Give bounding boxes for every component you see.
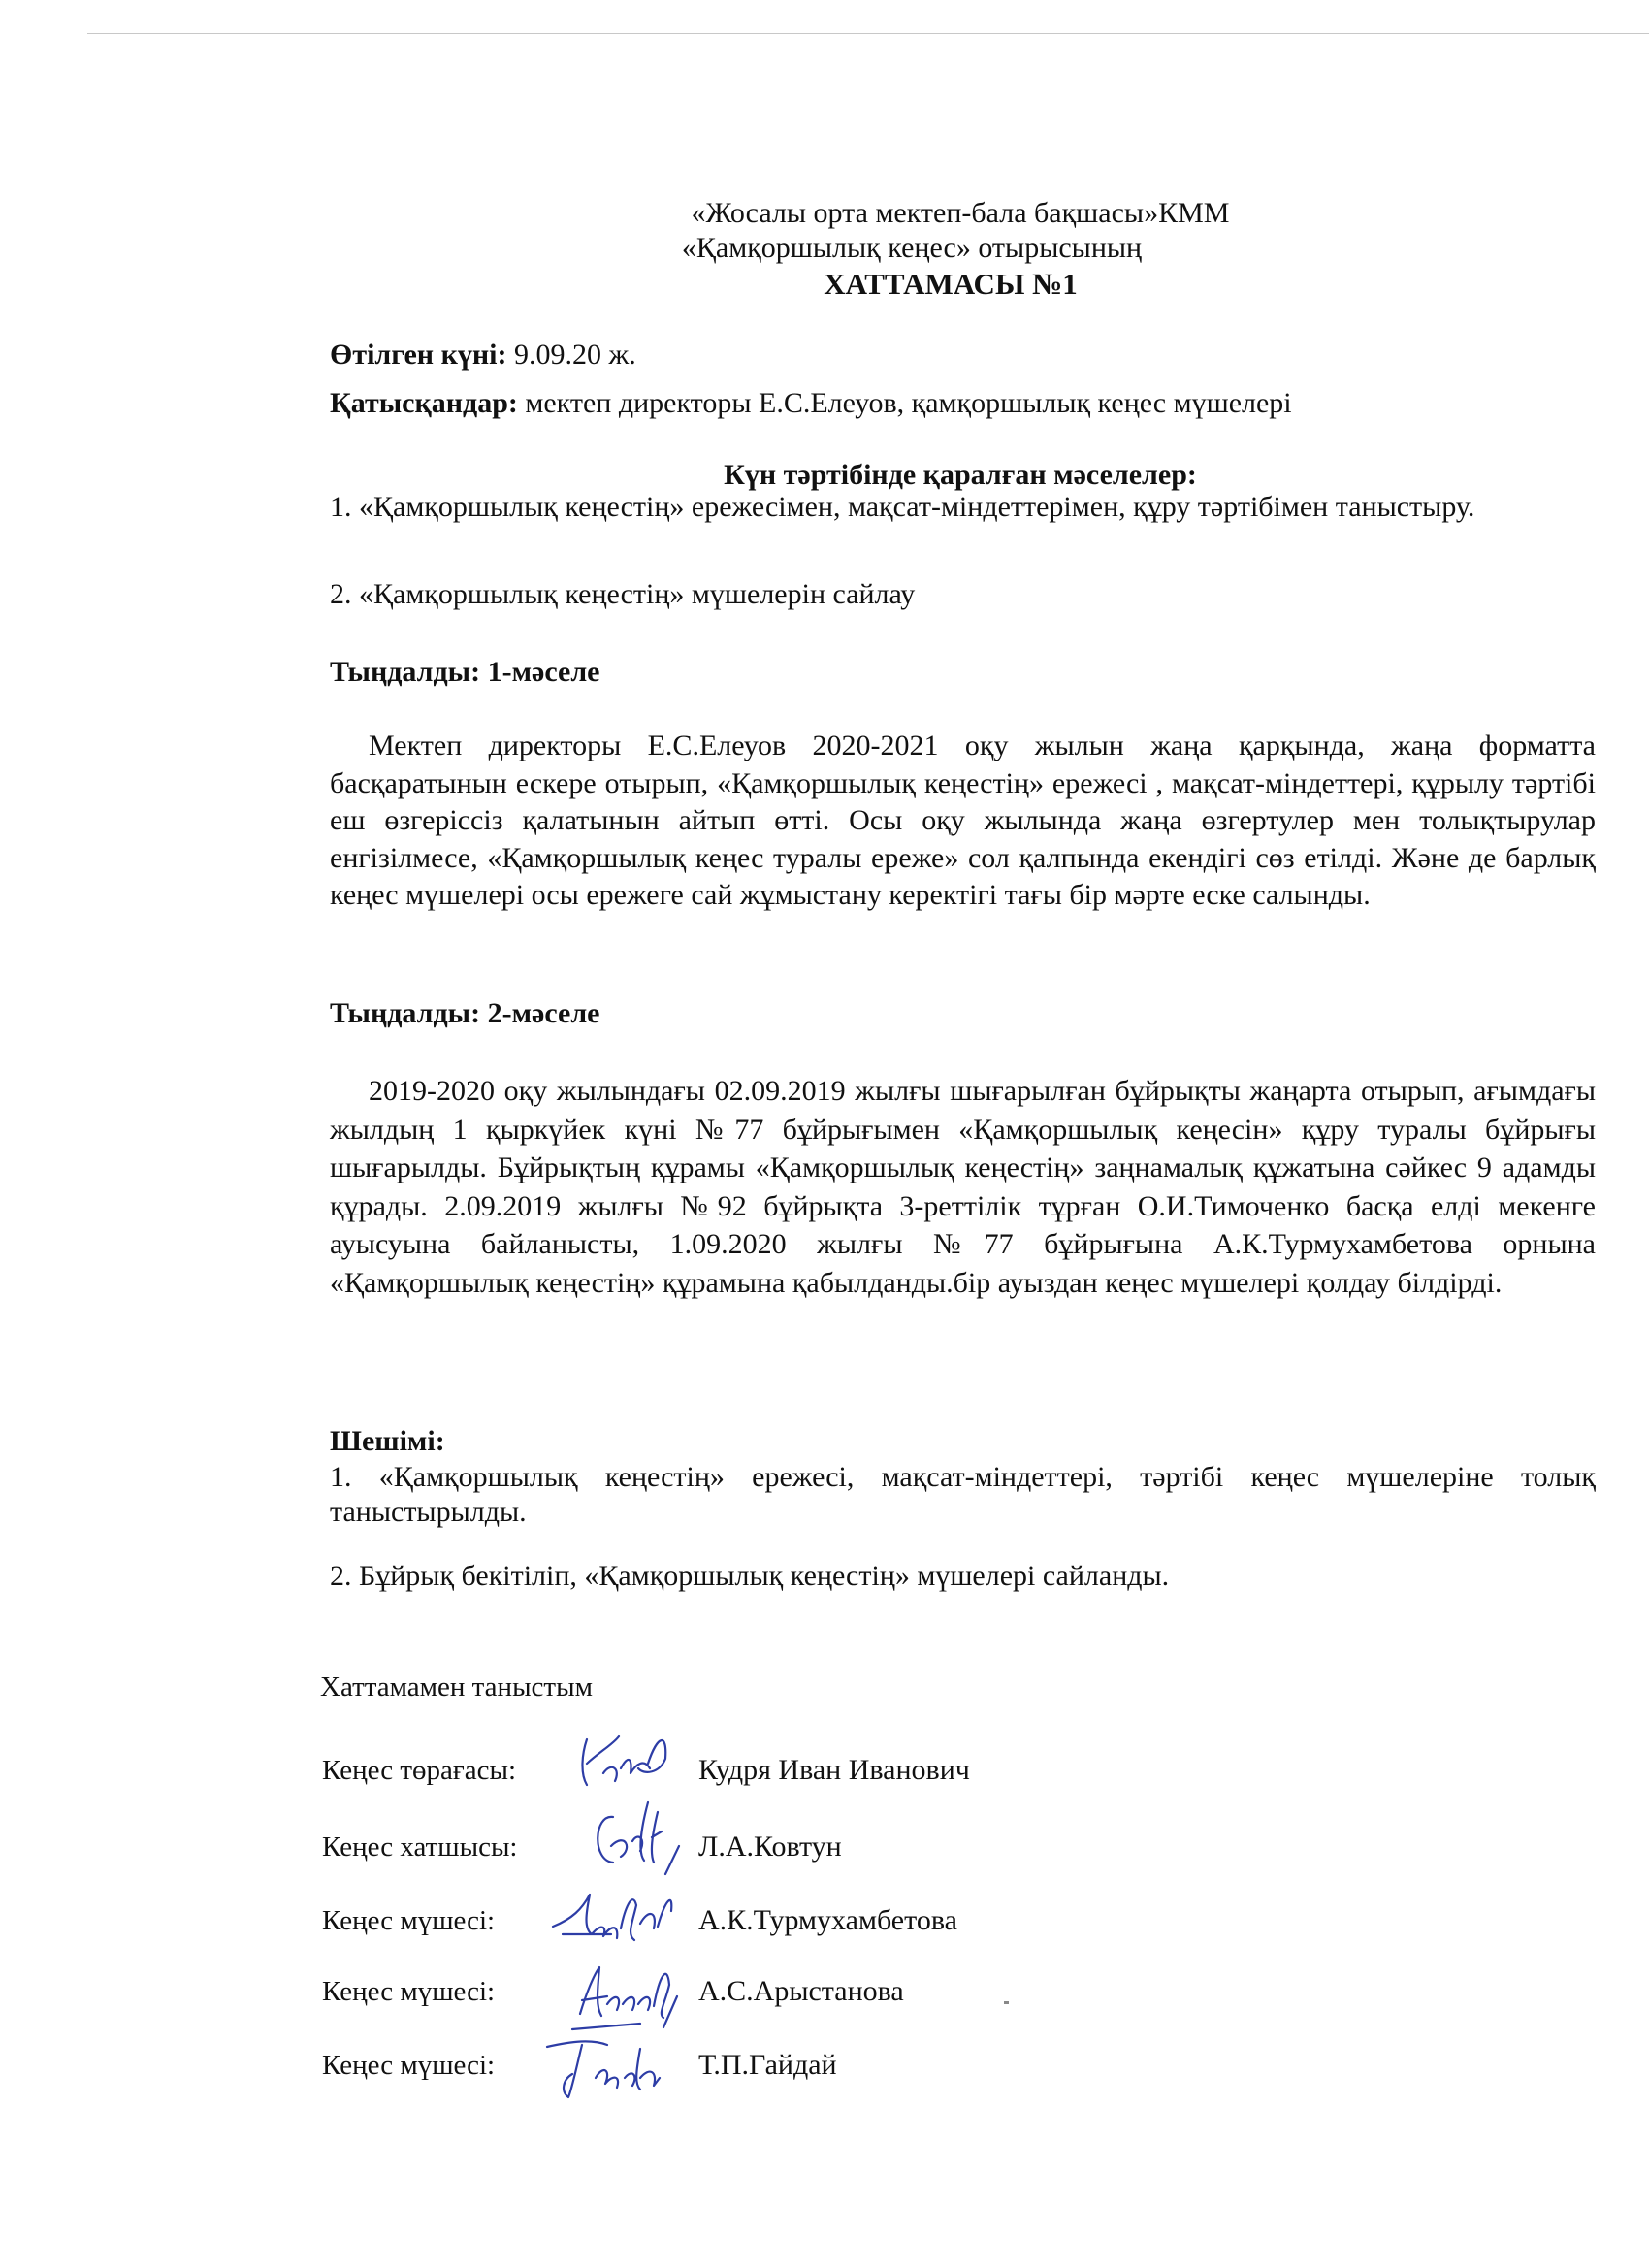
signature-image	[543, 2020, 698, 2107]
signature-name: Л.А.Ковтун	[698, 1831, 842, 1863]
issue-1-text: Мектеп директоры Е.С.Елеуов 2020-2021 оқу жылын жаңа қарқында, жаңа форматта басқаратынын ескере отырып, «Қамқоршылық кеңестің» ережесі , мақсат-міндеттері, құрылу тәртібі еш өзгеріссіз қалатынын айтып өтті. Осы оқу жылында жаңа өзгертулер мен толықтырулар енгізілмесе, «Қамқоршылық кеңес туралы ереже» сол қалпында екендігі сөз етілді. Және де барлық кеңес мүшелері осы ережеге сай жұмыстану керектігі тағы бір мәрте еске салынды.	[330, 729, 1596, 911]
signature-image	[543, 1870, 698, 1958]
issue-1-heading: Тыңдалды: 1-мәселе	[330, 656, 600, 688]
agenda-item-1: 1. «Қамқоршылық кеңестің» ережесімен, мақсат-міндеттерімен, құру тәртібімен таныстыру.	[330, 491, 1475, 523]
document-title: ХАТТАМАСЫ №1	[824, 267, 1078, 301]
decision-item-1: 1. «Қамқоршылық кеңестің» ережесі, мақсат-міндеттері, тәртібі кеңес мүшелеріне толық таныстырылды.	[330, 1461, 1596, 1528]
signature-image	[543, 1715, 698, 1802]
council-name: «Қамқоршылық кеңес» отырысының	[681, 232, 1143, 264]
date-label: Өтілген күні:	[330, 339, 507, 371]
signature-name: Т.П.Гайдай	[698, 2049, 837, 2081]
scan-edge-line	[87, 33, 1649, 34]
participants	[330, 386, 1292, 421]
meeting-date	[330, 338, 636, 373]
issue-2-text: 2019-2020 оқу жылындағы 02.09.2019 жылғы шығарылған бұйрықты жаңарта отырып, ағымдағы жылдың 1 қыркүйек күні №77 бұйрығымен «Қамқоршылық кеңесін» құру туралы бұйрығы шығарылды. Бұйрықтың құрамы «Қамқоршылық кеңестің» заңнамалық құжатына сәйкес 9 адамды құрады. 2.09.2019 жылғы №92 бұйрықта 3-реттілік тұрған О.И.Тимоченко басқа елді мекенге ауысуына байланысты, 1.09.2020 жылғы №77 бұйрығына А.К.Турмухамбетова орнына «Қамқоршылық кеңестің» құрамына қабылданды.бір ауыздан кеңес мүшелері қолдау білдірді.	[330, 1075, 1596, 1299]
participants-value: мектеп директоры Е.С.Елеуов, қамқоршылық кеңес мүшелері	[517, 387, 1292, 419]
signature-role: Кеңес мүшесі:	[322, 1976, 496, 2007]
decision-heading: Шешімі:	[330, 1425, 445, 1457]
agenda-item-2: 2. «Қамқоршылық кеңестің» мүшелерін сайлау	[330, 578, 916, 610]
date-value: 9.09.20 ж.	[506, 339, 636, 371]
agenda-title: Күн тәртібінде қаралған мәселелер:	[724, 459, 1197, 491]
signature-name: А.К.Турмухамбетова	[698, 1904, 957, 1936]
signature-name: А.С.Арыстанова	[698, 1975, 904, 2007]
signatures-intro: Хаттамамен таныстым	[320, 1671, 593, 1702]
signature-role: Кеңес төрағасы:	[322, 1755, 517, 1786]
signature-image	[543, 1793, 698, 1880]
signature-role: Кеңес мүшесі:	[322, 2050, 496, 2081]
issue-2-heading: Тыңдалды: 2-мәселе	[330, 997, 600, 1029]
scan-speck	[1004, 2001, 1009, 2004]
signature-role: Кеңес мүшесі:	[322, 1905, 496, 1936]
school-name: «Жосалы орта мектеп-бала бақшасы»КММ	[691, 197, 1230, 229]
decision-item-2: 2. Бұйрық бекітіліп, «Қамқоршылық кеңестің» мүшелері сайланды.	[330, 1560, 1170, 1592]
signature-role: Кеңес хатшысы:	[322, 1831, 518, 1863]
participants-label: Қатысқандар:	[330, 387, 518, 419]
signature-name: Кудря Иван Иванович	[698, 1754, 970, 1786]
